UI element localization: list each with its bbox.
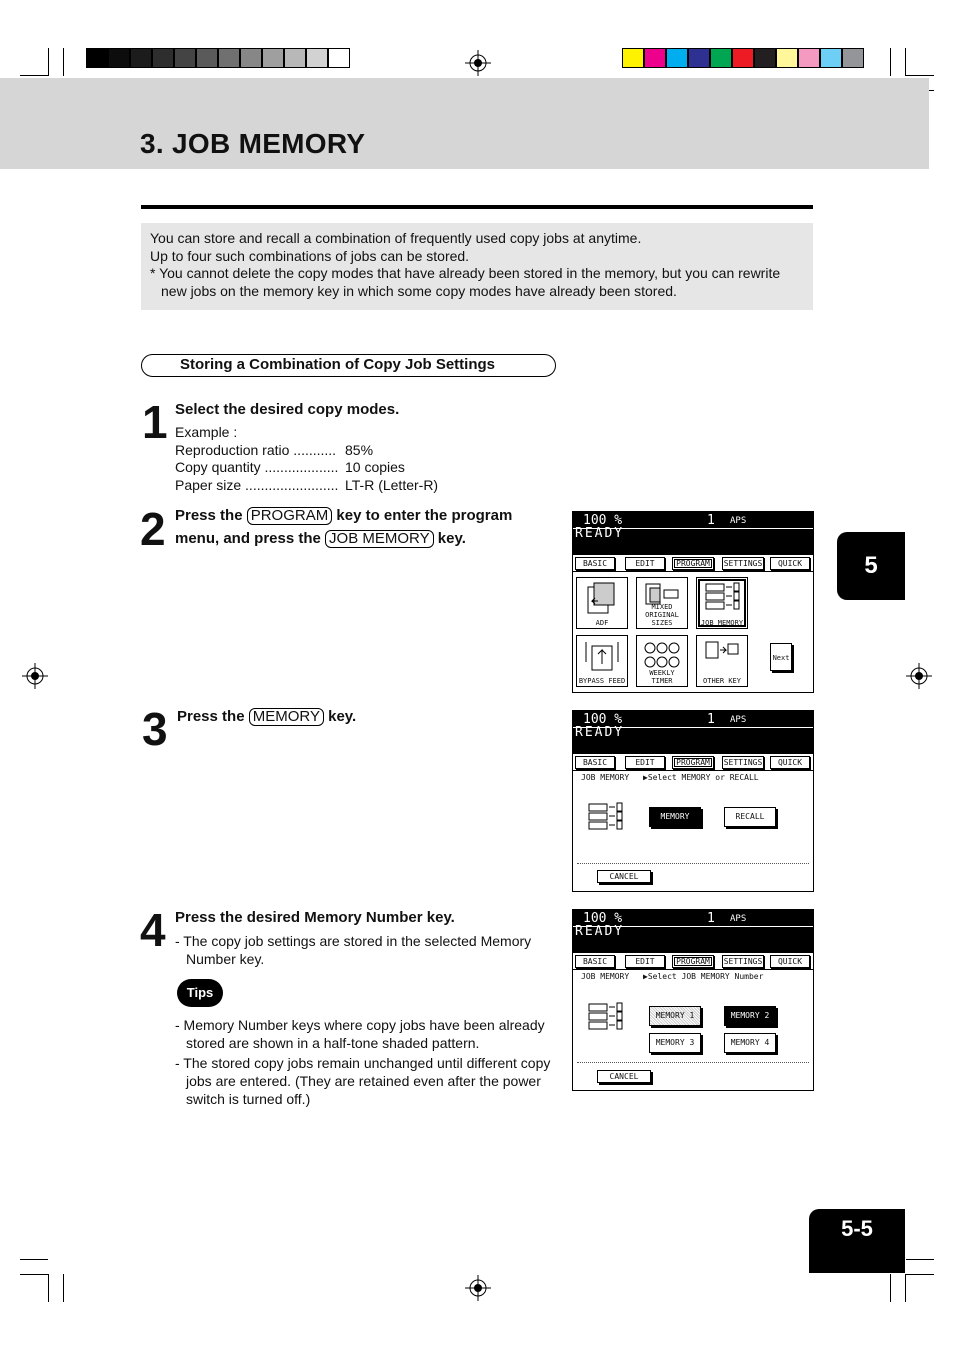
grayscale-swatch (152, 48, 174, 68)
registration-mark-icon (465, 50, 491, 76)
other-key-label: OTHER KEY (703, 677, 741, 685)
step-number: 2 (140, 503, 166, 555)
divider (577, 863, 809, 864)
prompt-arrow-icon: ▶ (643, 773, 648, 782)
other-key-icon (702, 638, 742, 668)
copier-screen-program (572, 511, 814, 693)
tab-settings[interactable]: SETTINGS (723, 559, 763, 568)
tab-program[interactable]: PROGRAM (672, 557, 714, 570)
color-swatch (842, 48, 864, 68)
example-row-label: Paper size ........................ (175, 477, 339, 493)
color-swatch (798, 48, 820, 68)
ready-status: READY (575, 725, 625, 740)
tab-basic[interactable]: BASIC (575, 756, 615, 769)
step-heading: Select the desired copy modes. (175, 401, 400, 418)
intro-note: * You cannot delete the copy modes that have already been stored in the memory, but you can rewrite (150, 265, 781, 281)
grayscale-swatch (130, 48, 152, 68)
title-rule (141, 205, 813, 209)
job-memory-icon (587, 1002, 627, 1038)
color-swatch (666, 48, 688, 68)
grayscale-swatch (262, 48, 284, 68)
mixed-sizes-button[interactable] (636, 577, 688, 629)
aps-readout: APS (730, 516, 747, 526)
ratio-readout: 100 % (583, 712, 623, 727)
screen-status-bar (573, 512, 813, 555)
color-swatch (776, 48, 798, 68)
mixed-sizes-label: MIXED ORIGINAL SIZES (645, 603, 679, 627)
step-text: key to enter the program (336, 507, 513, 524)
grayscale-swatch (218, 48, 240, 68)
example-row-label: Reproduction ratio ........... (175, 442, 337, 458)
breadcrumb: JOB MEMORY (581, 773, 630, 782)
tips-badge: Tips (177, 979, 223, 1007)
bypass-feed-button[interactable] (576, 635, 628, 687)
step-heading: Press the desired Memory Number key. (175, 909, 455, 926)
weekly-timer-label: WEEKLY TIMER (649, 669, 675, 685)
grayscale-swatch (108, 48, 130, 68)
tab-edit[interactable]: EDIT (625, 557, 665, 570)
cancel-button[interactable]: CANCEL (597, 870, 651, 883)
screen-status-bar (573, 711, 813, 754)
program-key-label: PROGRAM (247, 507, 333, 525)
tip-text: - Memory Number keys where copy jobs have been already (175, 1017, 545, 1033)
step-text: menu, and press the (175, 530, 321, 547)
step-note: - The copy job settings are stored in the selected Memory (175, 933, 532, 949)
step-text: key. (437, 530, 466, 547)
tip-text: switch is turned off.) (186, 1091, 311, 1107)
step-number: 4 (140, 904, 166, 956)
ratio-readout: 100 % (583, 911, 623, 926)
grayscale-swatch (240, 48, 262, 68)
grayscale-swatch (196, 48, 218, 68)
grayscale-swatch (328, 48, 350, 68)
color-swatch (820, 48, 842, 68)
aps-readout: APS (730, 715, 747, 725)
step-note: Number key. (186, 951, 265, 967)
example-row-label: Copy quantity ................... (175, 459, 339, 475)
tip-text: stored are shown in a half-tone shaded pattern. (186, 1035, 480, 1051)
tab-quick[interactable]: QUICK (770, 955, 810, 968)
tip-text: - The stored copy jobs remain unchanged until different copy (175, 1055, 551, 1071)
memory-2-button[interactable]: MEMORY 2 (724, 1006, 776, 1026)
example-row-value: 10 copies (345, 459, 405, 475)
grayscale-swatch (306, 48, 328, 68)
aps-readout: APS (730, 914, 747, 924)
prompt-arrow-icon: ▶ (643, 972, 648, 981)
divider (577, 1062, 809, 1063)
step-text: Press the (177, 708, 245, 725)
tab-settings[interactable]: SETTINGS (723, 758, 763, 767)
bypass-feed-label: BYPASS FEED (578, 677, 626, 685)
memory-1-button[interactable]: MEMORY 1 (649, 1006, 701, 1026)
example-row-value: LT-R (Letter-R) (345, 477, 439, 493)
intro-line: You can store and recall a combination of frequently used copy jobs at anytime. (150, 230, 642, 246)
step-text: Press the (175, 507, 243, 524)
job-memory-button[interactable] (696, 577, 748, 629)
other-key-button[interactable] (696, 635, 748, 687)
step-instruction (177, 708, 356, 726)
adf-icon (582, 581, 622, 617)
ratio-readout: 100 % (583, 513, 623, 528)
quantity-readout: 1 (707, 911, 715, 926)
tab-edit[interactable]: EDIT (625, 955, 665, 968)
tab-program[interactable]: PROGRAM (672, 955, 714, 968)
color-swatch (754, 48, 776, 68)
tab-basic[interactable]: BASIC (575, 955, 615, 968)
memory-button[interactable]: MEMORY (649, 807, 701, 827)
memory-key-label: MEMORY (249, 708, 324, 726)
job-memory-icon (587, 802, 627, 838)
tab-edit[interactable]: EDIT (625, 756, 665, 769)
step-instruction (175, 507, 512, 525)
cancel-button[interactable]: CANCEL (597, 1070, 651, 1083)
memory-3-button[interactable]: MEMORY 3 (649, 1033, 701, 1053)
recall-button[interactable]: RECALL (724, 807, 776, 827)
tab-quick[interactable]: QUICK (770, 756, 810, 769)
screen-prompt (643, 972, 763, 981)
registration-mark-icon (465, 1275, 491, 1301)
ready-status: READY (575, 924, 625, 939)
step-number: 3 (142, 703, 168, 755)
example-row-value: 85% (345, 442, 374, 458)
job-memory-icon (702, 580, 742, 616)
breadcrumb: JOB MEMORY (581, 972, 630, 981)
step-number: 1 (142, 396, 168, 448)
adf-button[interactable] (576, 577, 628, 629)
example-label: Example : (175, 424, 238, 440)
registration-mark-icon (906, 663, 932, 689)
chapter-tab: 5 (837, 532, 905, 600)
copier-screen-job-memory (572, 710, 814, 892)
section-heading: Storing a Combination of Copy Job Settings (180, 356, 495, 373)
screen-status-bar (573, 910, 813, 953)
quantity-readout: 1 (707, 513, 715, 528)
grayscale-swatch (174, 48, 196, 68)
screen-prompt (643, 773, 759, 782)
page-number: 5-5 (809, 1209, 905, 1273)
adf-label: ADF (595, 619, 609, 627)
tab-program[interactable]: PROGRAM (672, 756, 714, 769)
tab-basic[interactable]: BASIC (575, 557, 615, 570)
color-swatch (622, 48, 644, 68)
grayscale-swatch (86, 48, 108, 68)
next-button[interactable]: Next (770, 643, 792, 671)
weekly-timer-button[interactable] (636, 635, 688, 687)
prompt-text: Select MEMORY or RECALL (647, 773, 759, 782)
intro-note-cont: new jobs on the memory key in which some copy modes have already been stored. (161, 283, 677, 299)
memory-4-button[interactable]: MEMORY 4 (724, 1033, 776, 1053)
copier-screen-memory-number (572, 909, 814, 1091)
intro-line: Up to four such combinations of jobs can be stored. (150, 248, 470, 264)
page-title: 3. JOB MEMORY (140, 128, 366, 159)
color-swatch (688, 48, 710, 68)
color-swatch (710, 48, 732, 68)
step-instruction (175, 530, 466, 548)
registration-mark-icon (22, 663, 48, 689)
prompt-text: Select JOB MEMORY Number (647, 972, 764, 981)
job-memory-key-label: JOB MEMORY (325, 530, 434, 548)
job-memory-label: JOB MEMORY (700, 619, 744, 627)
step-text: key. (328, 708, 357, 725)
tab-quick[interactable]: QUICK (770, 557, 810, 570)
ready-status: READY (575, 526, 625, 541)
grayscale-swatch (284, 48, 306, 68)
bypass-feed-icon (582, 638, 622, 674)
quantity-readout: 1 (707, 712, 715, 727)
color-swatch (644, 48, 666, 68)
color-swatch (732, 48, 754, 68)
tab-settings[interactable]: SETTINGS (723, 957, 763, 966)
tip-text: jobs are entered. (They are retained even after the power (186, 1073, 541, 1089)
